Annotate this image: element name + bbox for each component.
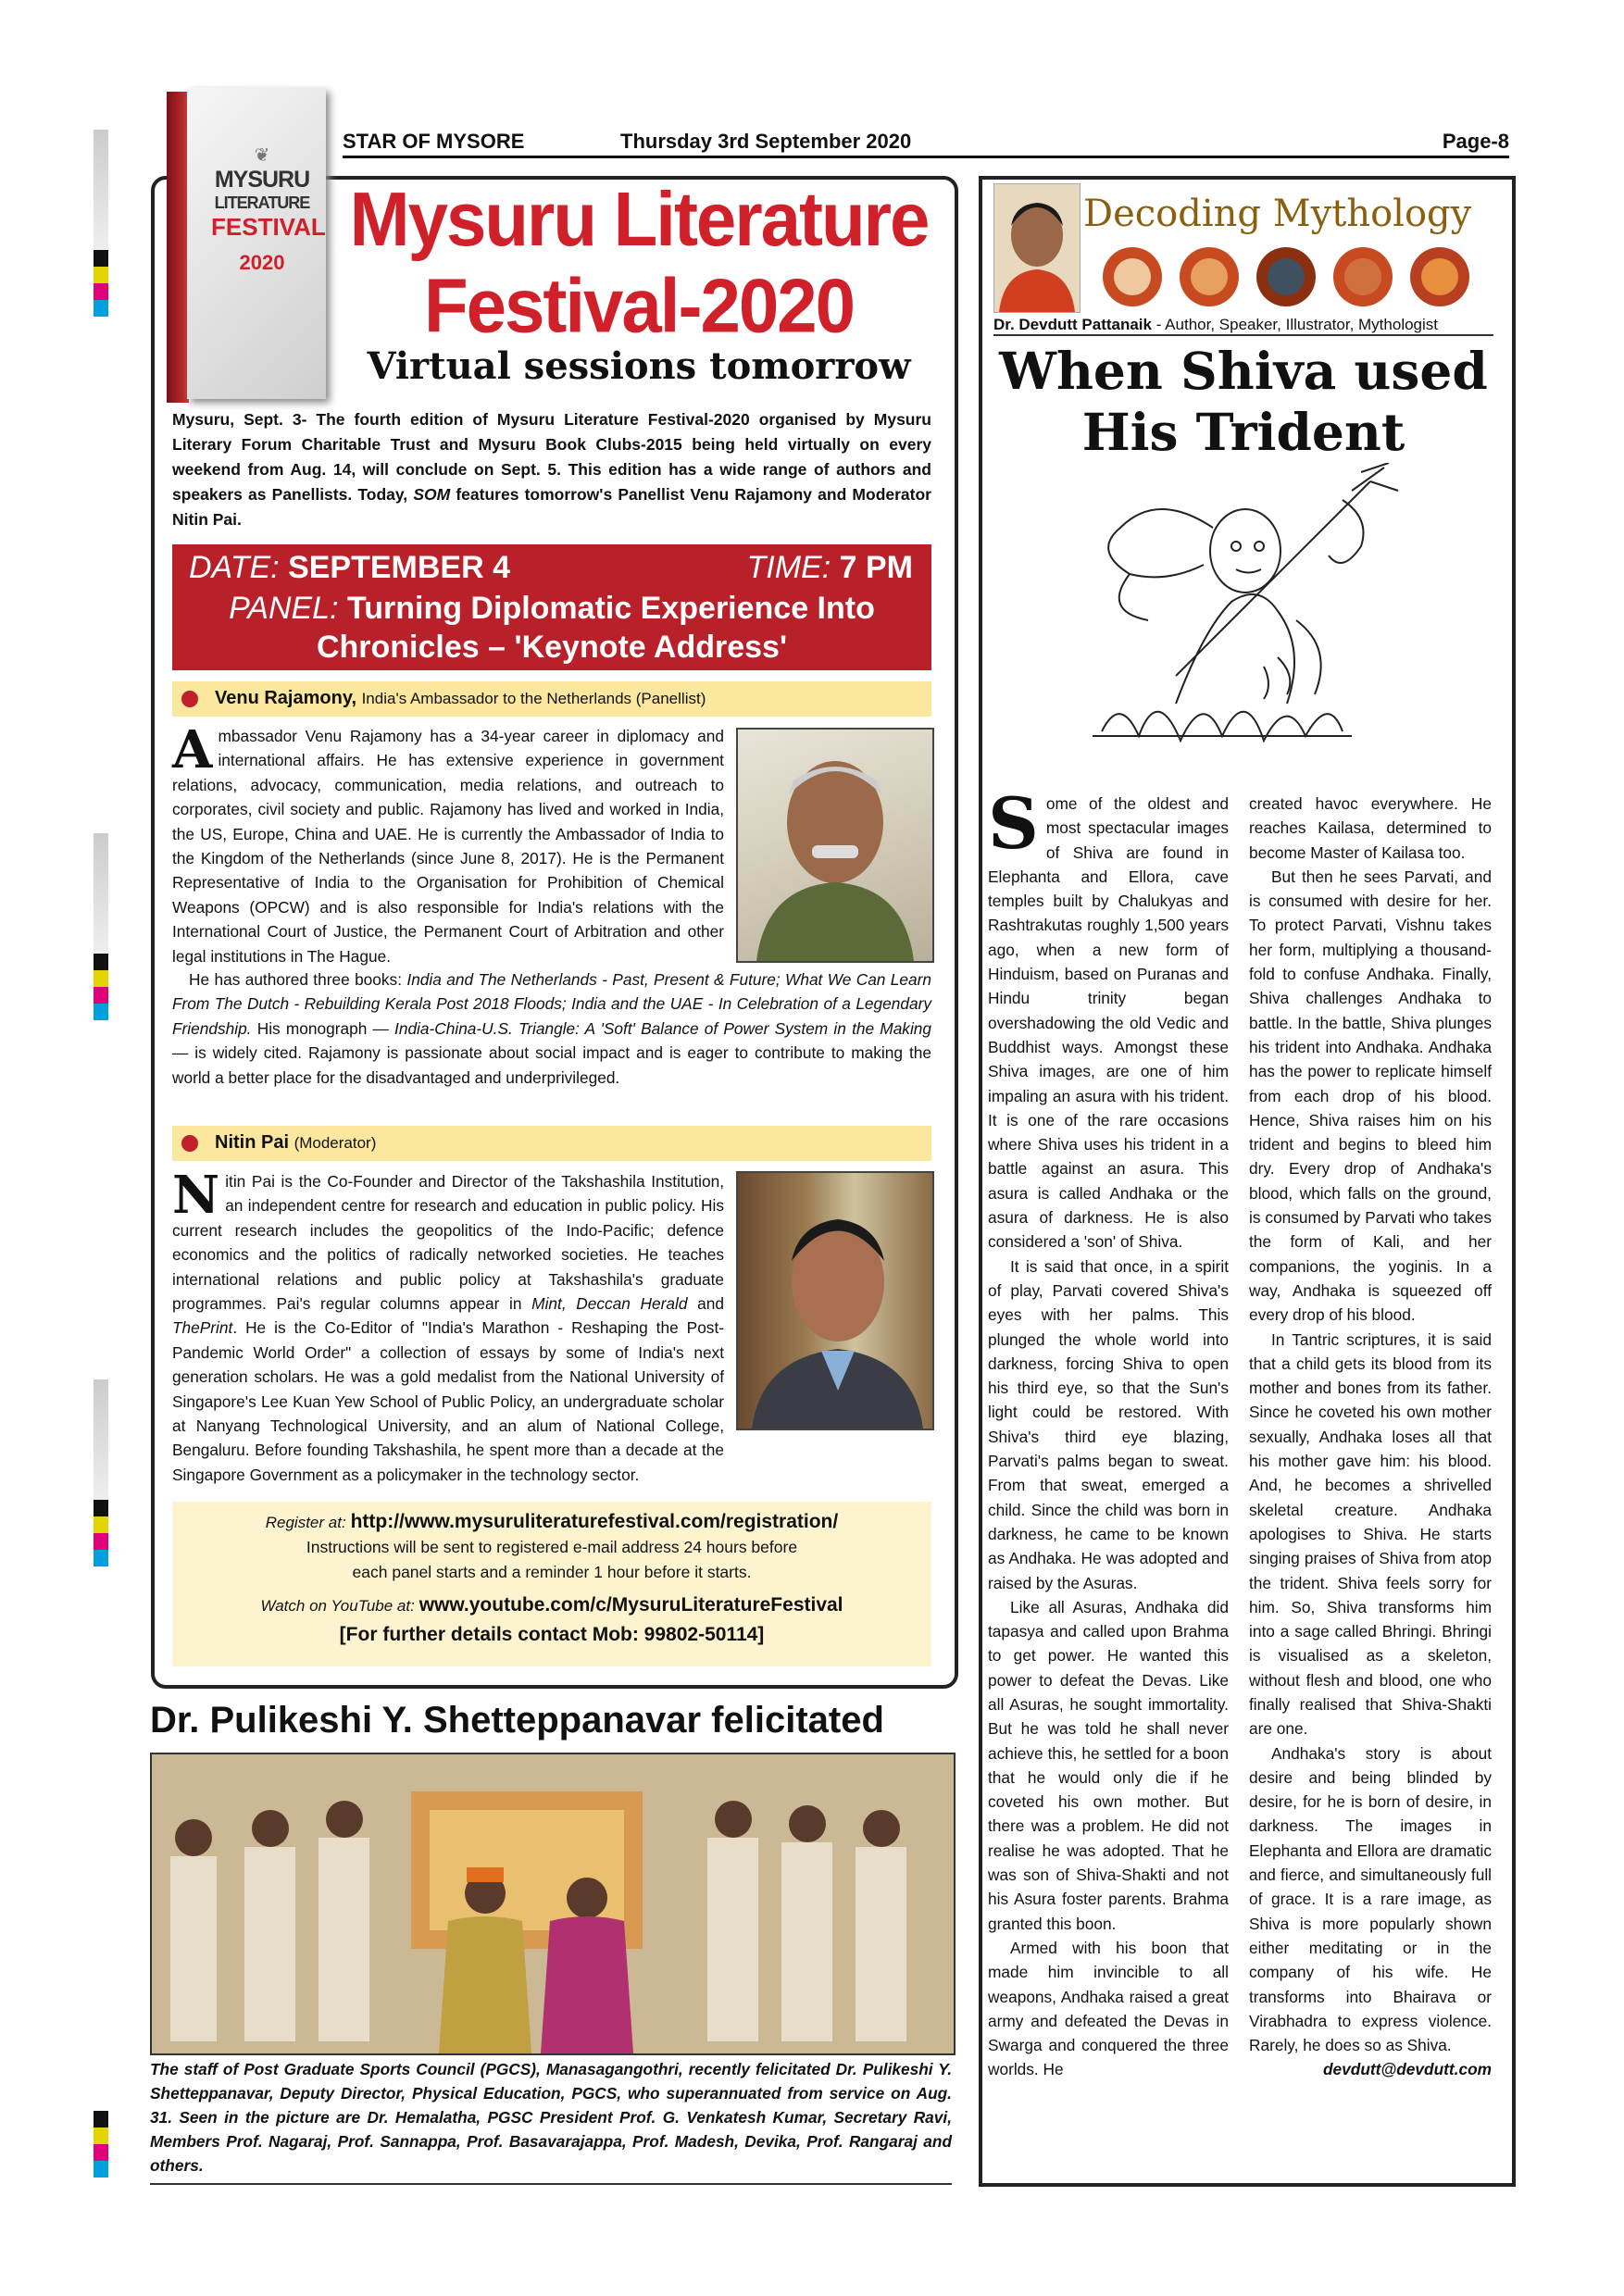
author-photo (993, 183, 1081, 313)
session-time: 7 PM (839, 550, 913, 585)
panel-title: Turning Diplomatic Experience Into (346, 591, 875, 626)
registration-box: Register at: http://www.mysuruliteraturefestival.com/registration/ Instructions will be sent to registered e-mail address 24 hours before each panel starts and a reminder 1 hour before it starts. Watch on YouTube at: www.youtube.com/c/MysuruLiteratureFestival [For further details contact Mob: 99802-50114] (172, 1502, 931, 1666)
session-details: DATE: SEPTEMBER 4 TIME: 7 PM PANEL: Turning Diplomatic Experience Into Chronicles – 'Keynote Address' (172, 544, 931, 670)
bullet-icon (181, 691, 198, 707)
shiva-illustration (1065, 463, 1454, 768)
issue-date: Thursday 3rd September 2020 (620, 130, 912, 153)
registration-mark (94, 1379, 108, 1566)
felicitation-headline: Dr. Pulikeshi Y. Shetteppanavar felicitated (150, 1700, 884, 1741)
festival-logo: ❦ MYSURU LITERATURE FESTIVAL 2020 (167, 88, 331, 403)
bullet-icon (181, 1135, 198, 1152)
logo-year: 2020 (239, 251, 285, 274)
logo-line1: MYSURU (214, 167, 310, 193)
contact-line: [For further details contact Mob: 99802-50114] (339, 1624, 765, 1645)
registration-mark (94, 833, 108, 1020)
masthead (343, 128, 1509, 158)
venu-bio-2: He has authored three books: India and The Netherlands - Past, Present & Future; What We Can Learn From The Dutch - Rebuilding Kerala Post 2018 Floods; India and the UAE - In Celebration of a Legendary Friendship. His monograph — India-China-U.S. Triangle: A 'Soft' Balance of Power System in the Making — is widely cited. Rajamony is passionate about social impact and is eager to contribute to making the world a better place for the disadvantaged and underprivileged. (172, 970, 932, 1087)
mythology-column-1: Some of the oldest and most spectacular images of Shiva are found in Elephanta and Ellora, cave temples built by Chalukyas and Rashtrakutas roughly 1,500 years ago, when a new form of Hinduism, based on Puranas and Hindu trinity began overshadowing the old Vedic and Buddhist ways. Amongst these Shiva images, are one of him impaling an asura with his trident. It is one of the rare occasions where Shiva uses his trident in a battle against an asura. This asura is called Andhaka or the asura of darkness. He is also considered a 'son' of Shiva. It is said that once, in a spirit of play, Parvati covered Shiva's eyes with her palms. This plunged the whole world into darkness, forcing Shiva to open his third eye, so that the Sun's light could be restored. With Shiva's third eye blazing, Parvati's palms began to sweat. From that sweat, emerged a child. Since the child was born in darkness, he came to be known as Andhaka. He was adopted and raised by the Asuras. Like all Asuras, Andhaka did tapasya and called upon Brahma to get power. He wanted this power to defeat the Devas. Like all Asuras, he sought immortality. But he was told he shall never achieve this, he settled for a boon that he would only die if he coveted his own mother. But there was a problem. He did not realise he was adopted. That he was son of Shiva-Shakti and not his Asura foster parents. Brahma granted this boon. Armed with his boon that made him invincible to all weapons, Andhaka raised a great army and defeated the Devas in Swarga and conquered the three worlds. He (988, 782, 1229, 2079)
registration-mark (94, 130, 108, 317)
festival-title: Mysuru Literature Festival-2020 (349, 175, 929, 349)
group-photo (150, 1753, 956, 2055)
festival-subtitle: Virtual sessions tomorrow (367, 344, 911, 388)
column-name: Decoding Mythology (1083, 193, 1472, 235)
logo-line2: LITERATURE (214, 193, 310, 212)
mythology-column-2: created havoc everywhere. He reaches Kailasa, determined to become Master of Kailasa too. But then he sees Parvati, and is consumed with desire for her. To protect Parvati, Vishnu takes her form, multiplying a thousand-fold to confuse Andhaka. Finally, Shiva challenges Andhaka to battle. In the battle, Shiva plunges his trident into Andhaka. Andhaka has the power to replicate himself from each drop of his blood. Hence, Shiva raises him on his trident and begins to bleed him dry. Every drop of Andhaka's blood, which falls on the ground, is consumed by Parvati who takes the form of Kali, and her companions, the yoginis. In a way, Andhaka is squeezed off every drop of his blood. In Tantric scriptures, it is said that a child gets its blood from its mother and bones from its father. Since he coveted his own mother sexually, Andhaka loses all that his mother gave him: his blood. And, he becomes a shrivelled skeletal creature. Andhaka apologises to Shiva. He starts singing praises of Shiva from atop the trident. Shiva feels sorry for him. So, Shiva transforms him into a sage called Bhringi. Bhringi is visualised as a skeleton, without flesh and blood, one who finally realised that Shiva-Shakti are one. Andhaka's story is about desire and being blinded by desire, for he is born of desire, in darkness. The images in Elephanta and Ellora are dramatic and fierce, and simultaneously full of grace. It is a rare image, as Shiva is more popularly shown either meditating or in the company of his wife. He transforms into Bhairava or Virabhadra to express violence. Rarely, he does so as Shiva. devdutt@devdutt.com (1249, 792, 1492, 2082)
nitin-bio: Nitin Pai is the Co-Founder and Director of the Takshashila Institution, an independent centre for research and education in public policy. His current research includes the geopolitics of the Indo-Pacific; defence economics and the politics of radically networked societies. He teaches international relations and public policy at Takshashila's graduate programmes. Pai's regular columns appear in Mint, Deccan Herald and ThePrint. He is the Co-Editor of "India's Marathon - Reshaping the Post-Pandemic World Order" a collection of essays by some of India's next generation scholars. He was a gold medalist from the National University of Singapore's Lee Kuan Yew School of Public Policy, an undergraduate scholar at Nanyang Technological University, and an alum of National College, Bengaluru. Before founding Takshashila, he spent more than a decade at the Singapore Government as a policymaker in the technology sector. (172, 1165, 724, 1484)
paper-name: STAR OF MYSORE (343, 130, 525, 153)
author-line: Dr. Devdutt Pattanaik - Author, Speaker, Illustrator, Mythologist (993, 316, 1493, 336)
festival-intro: Mysuru, Sept. 3- The fourth edition of Mysuru Literature Festival-2020 organised by Mysuru Literary Forum Charitable Trust and Mysuru Book Clubs-2015 being held virtually on every weekend from Aug. 14, will conclude on Sept. 5. This edition has a wide range of authors and speakers as Panellists. Today, SOM features tomorrow's Panellist Venu Rajamony and Moderator Nitin Pai. (172, 410, 931, 529)
registration-mark (94, 2111, 108, 2177)
session-date: SEPTEMBER 4 (288, 550, 511, 585)
deity-masks (1100, 244, 1489, 309)
moderator-bar: Nitin Pai (Moderator) (172, 1126, 931, 1161)
youtube-link[interactable]: www.youtube.com/c/MysuruLiteratureFestival (418, 1594, 843, 1616)
photo-caption: The staff of Post Graduate Sports Council (PGCS), Manasagangothri, recently felicitated Dr. Pulikeshi Y. Shetteppanavar, Deputy Director, Physical Education, PGCS, who superannuated from service on Aug. 31. Seen in the picture are Dr. Hemalatha, PGSC President Prof. G. Venkatesh Kumar, Secretary Ravi, Members Prof. Nagaraj, Prof. Sannappa, Prof. Basavarajappa, Prof. Madesh, Devika, Prof. Rangaraj and others. (150, 2057, 952, 2185)
venu-bio: Ambassador Venu Rajamony has a 34-year career in diplomacy and international affairs. He has extensive experience in government relations, advocacy, communication, media relations, and outreach to corporates, civil society and public. Rajamony has lived and worked in India, the US, Europe, China and UAE. He is currently the Ambassador of India to the Kingdom of the Netherlands (since June 8, 2017). He is the Permanent Representative of India to the Organisation for Prohibition of Chemical Weapons (OPCW) and is also responsible for India's relations with the International Court of Justice, the Permanent Court of Arbitration and other legal institutions in The Hague. (172, 719, 724, 966)
page-number: Page-8 (1442, 130, 1509, 153)
registration-link[interactable]: http://www.mysuruliteraturefestival.com/registration/ (350, 1511, 839, 1532)
author-email[interactable]: devdutt@devdutt.com (1323, 2060, 1492, 2079)
panellist-bar: Venu Rajamony, India's Ambassador to the Netherlands (Panellist) (172, 681, 931, 717)
logo-line3: FESTIVAL (211, 213, 326, 241)
venu-rajamony-photo (736, 728, 934, 963)
nitin-pai-photo (736, 1171, 934, 1430)
mythology-title: When Shiva used His Trident (999, 341, 1488, 462)
